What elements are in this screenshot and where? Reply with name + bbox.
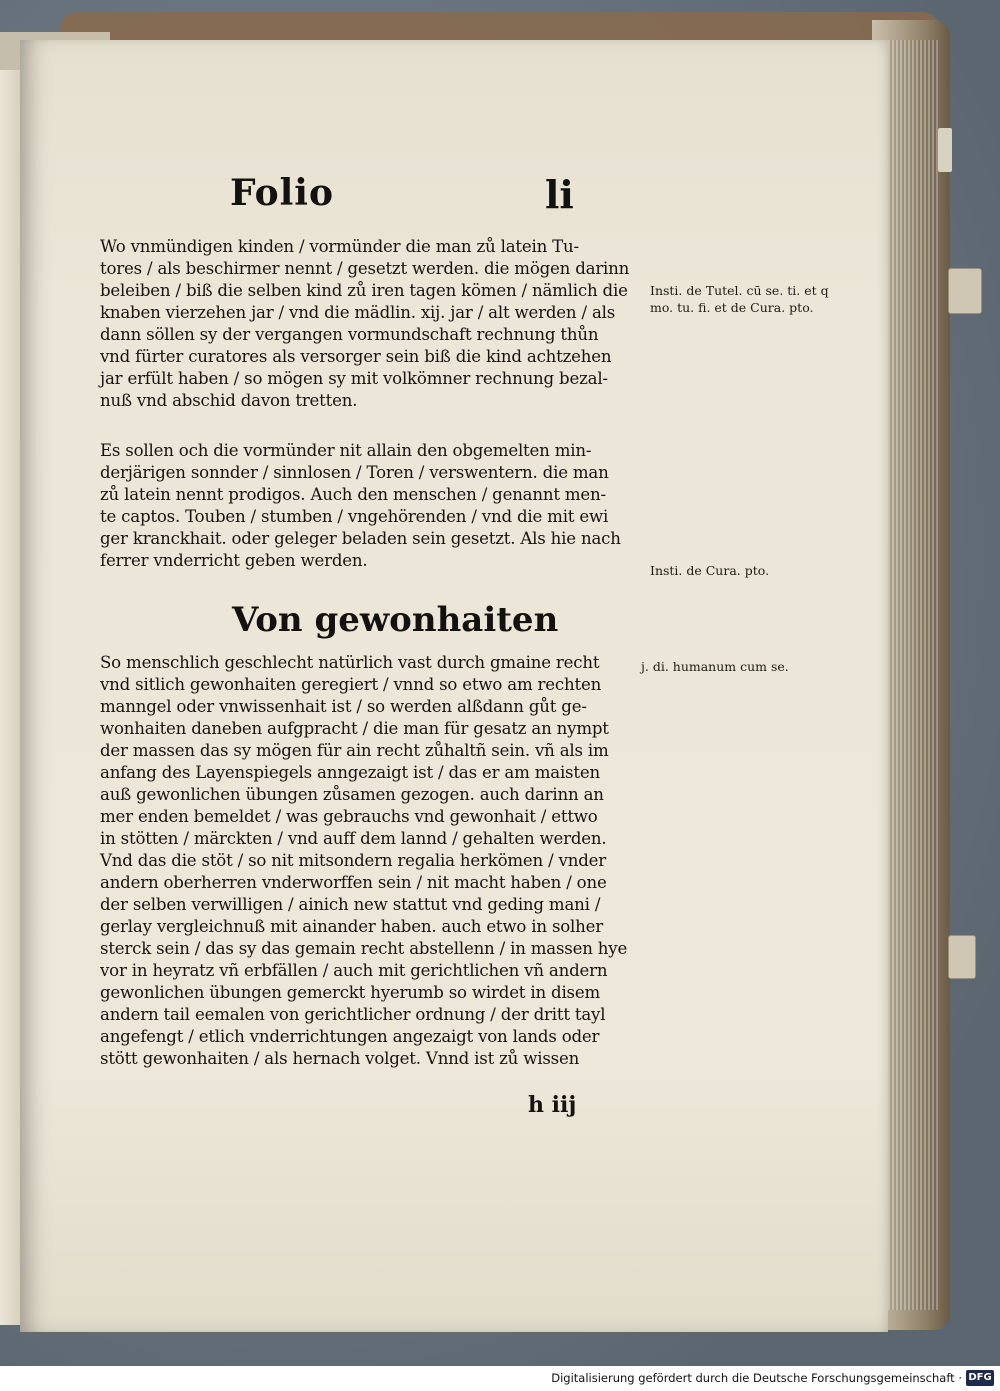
text-line: manngel oder vnwissenhait ist / so werden alßdann gůt ge- xyxy=(100,697,587,716)
text-line: sterck sein / das sy das gemain recht abstellenn / in massen hye xyxy=(100,939,628,958)
footer-credit: Digitalisierung gefördert durch die Deutsche Forschungsgemeinschaft · xyxy=(551,1371,962,1385)
text-line: gewonlichen übungen gemerckt hyerumb so wirdet in disem xyxy=(100,983,601,1002)
margin-note-tutel xyxy=(650,282,829,316)
text-line: der massen das sy mögen für ain recht zůhaltñ sein. vñ als im xyxy=(100,741,609,760)
paper-marker xyxy=(938,128,952,172)
text-line: der selben verwilligen / ainich new stattut vnd geding mani / xyxy=(100,895,601,914)
paragraph-customs xyxy=(100,652,628,1070)
text-line: ger kranckhait. oder geleger beladen sein gesetzt. Als hie nach xyxy=(100,529,621,548)
folio-number: li xyxy=(545,172,574,217)
margin-note-line: Insti. de Tutel. cū se. ti. et q xyxy=(650,283,829,298)
page-tab-lower xyxy=(948,935,976,979)
text-line: jar erfült haben / so mögen sy mit volkömner rechnung bezal- xyxy=(100,369,608,388)
text-line: vnd fürter curatores als versorger sein biß die kind achtzehen xyxy=(100,347,612,366)
text-line: anfang des Layenspiegels anngezaigt ist / das er am maisten xyxy=(100,763,600,782)
text-line: tores / als beschirmer nennt / gesetzt werden. die mögen darinn xyxy=(100,259,630,278)
text-line: wonhaiten daneben aufgpracht / die man für gesatz an nympt xyxy=(100,719,609,738)
text-line: te captos. Touben / stumben / vngehörenden / vnd die mit ewi xyxy=(100,507,609,526)
text-line: knaben vierzehen jar / vnd die mädlin. xij. jar / alt werden / als xyxy=(100,303,616,322)
text-line: stött gewonhaiten / als hernach volget. Vnnd ist zů wissen xyxy=(100,1049,580,1068)
text-line: andern tail eemalen von gerichtlicher ordnung / der dritt tayl xyxy=(100,1005,606,1024)
margin-note-line: j. di. humanum cum se. xyxy=(641,659,789,674)
text-line: Es sollen och die vormünder nit allain den obgemelten min- xyxy=(100,441,592,460)
folio-label: Folio xyxy=(230,172,334,214)
text-line: vnd sitlich gewonhaiten geregiert / vnnd so etwo am rechten xyxy=(100,675,602,694)
margin-note-line: Insti. de Cura. pto. xyxy=(650,563,770,578)
text-line: So menschlich geschlecht natürlich vast durch gmaine recht xyxy=(100,653,600,672)
page-edge-lines xyxy=(880,40,938,1310)
margin-note-humanum xyxy=(641,658,789,675)
text-line: derjärigen sonnder / sinnlosen / Toren / verswentern. die man xyxy=(100,463,609,482)
text-line: auß gewonlichen übungen zůsamen gezogen. auch darinn an xyxy=(100,785,604,804)
text-line: in stötten / märckten / vnd auff dem lannd / gehalten werden. xyxy=(100,829,607,848)
text-line: dann söllen sy der vergangen vormundschaft rechnung thůn xyxy=(100,325,599,344)
text-line: gerlay vergleichnuß mit ainander haben. auch etwo in solher xyxy=(100,917,603,936)
text-line: mer enden bemeldet / was gebrauchs vnd gewonhait / ettwo xyxy=(100,807,598,826)
signature-mark: h iij xyxy=(528,1092,577,1118)
paragraph-curators xyxy=(100,440,625,572)
section-heading: Von gewonhaiten xyxy=(232,600,559,640)
margin-note-cura xyxy=(650,562,769,579)
text-line: Vnd das die stöt / so nit mitsondern regalia herkömen / vnder xyxy=(100,851,606,870)
text-line: vor in heyratz vñ erbfällen / auch mit gerichtlichen vñ andern xyxy=(100,961,608,980)
text-line: ferrer vnderricht geben werden. xyxy=(100,551,368,570)
text-line: Wo vnmündigen kinden / vormünder die man zů latein Tu- xyxy=(100,237,579,256)
text-line: nuß vnd abschid davon tretten. xyxy=(100,391,358,410)
dfg-logo-icon: DFG xyxy=(966,1370,994,1386)
text-line: andern oberherren vnderworffen sein / nit macht haben / one xyxy=(100,873,607,892)
text-line: angefengt / etlich vnderrichtungen angezaigt von lands oder xyxy=(100,1027,600,1046)
text-line: zů latein nennt prodigos. Auch den menschen / genannt men- xyxy=(100,485,606,504)
text-line: beleiben / biß die selben kind zů iren tagen kömen / nämlich die xyxy=(100,281,628,300)
footer-bar xyxy=(0,1366,1000,1391)
paragraph-guardians xyxy=(100,236,630,412)
page-tab-upper xyxy=(948,268,982,314)
margin-note-line: mo. tu. fi. et de Cura. pto. xyxy=(650,300,814,315)
book-cover-top xyxy=(60,12,940,42)
